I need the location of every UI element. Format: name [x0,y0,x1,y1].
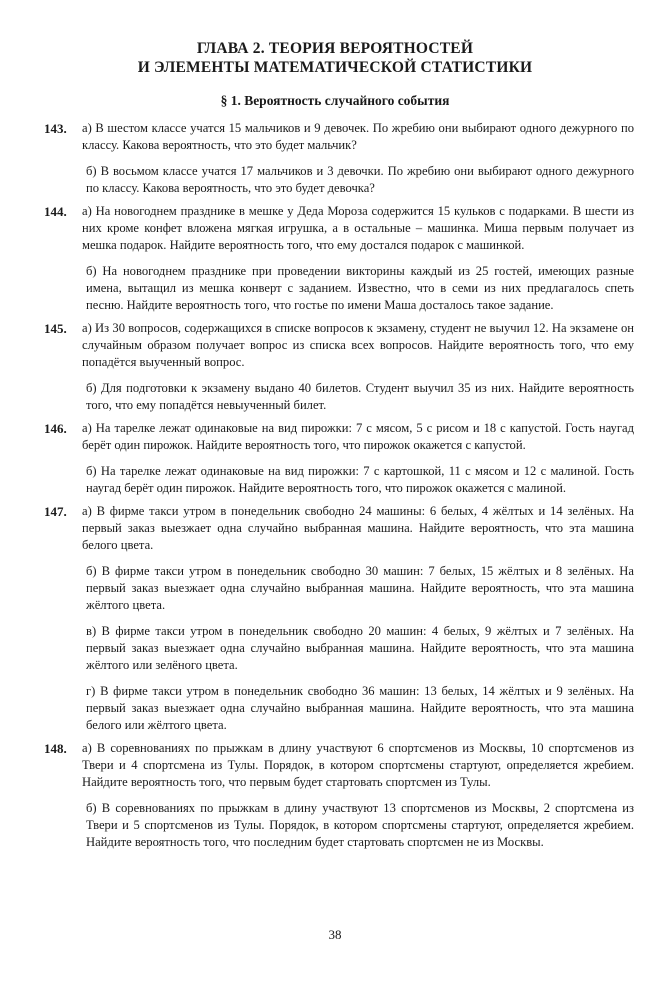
problem-part-b: б) Для подготовки к экзамену выдано 40 билетов. Студент выучил 35 из них. Найдите вероятность того, что ему попадётся невыученный билет. [86,381,634,412]
problem-part-b: б) В фирме такси утром в понедельник свободно 30 машин: 7 белых, 15 жёлтых и 8 зелёных. На первый заказ выезжает одна случайно выбранная машина. Найдите вероятность, что эта машина жёлтого цвета. [86,564,634,612]
problem-number: 143. [44,121,67,136]
problem-part-a: а) В соревнованиях по прыжкам в длину участвуют 6 спортсменов из Москвы, 10 спортсменов из Твери и 4 спортсмена из Тулы. Порядок, в котором спортсмены стартуют, определяется жребием. Найдите вероятность того, что первым будет стартовать спортсмен из Тулы. [82,741,634,789]
problem-part-a: а) В шестом классе учатся 15 мальчиков и 9 девочек. По жребию они выбирают одного дежурного по классу. Какова вероятность, что это будет мальчик? [82,121,634,152]
problem-part-c: в) В фирме такси утром в понедельник свободно 20 машин: 4 белых, 9 жёлтых и 7 зелёных. На первый заказ выезжает одна случайно выбранная машина. Найдите вероятность, что эта машина жёлтого или зелёного цвета. [86,624,634,672]
problem-number: 145. [44,321,67,336]
problem-146 [44,420,634,497]
chapter-title-line-2: И ЭЛЕМЕНТЫ МАТЕМАТИЧЕСКОЙ СТАТИСТИКИ [137,59,533,76]
problem-part-a: а) На тарелке лежат одинаковые на вид пирожки: 7 с мясом, 5 с рисом и 18 с капустой. Гость наугад берёт один пирожок. Найдите вероятность того, что пирожок окажется с капустой. [82,421,634,452]
problem-number: 147. [44,504,67,519]
problem-part-a: а) На новогоднем празднике в мешке у Деда Мороза содержится 15 кульков с подарками. В шести из них кроме конфет вложена мягкая игрушка, а в остальные – машинка. Миша первым получает из мешка подарок. Найдите вероятность того, что ему достался подарок с машинкой. [82,204,634,252]
problem-part-b: б) В соревнованиях по прыжкам в длину участвуют 13 спортсменов из Москвы, 2 спортсмена из Твери и 5 спортсменов из Тулы. Порядок, в котором спортсмены стартуют, определяется жребием. Найдите вероятность того, что последним будет стартовать спортсмен не из Москвы. [86,801,634,849]
problem-147 [44,503,634,734]
page-number: 38 [328,927,342,942]
problem-part-d: г) В фирме такси утром в понедельник свободно 36 машин: 13 белых, 14 жёлтых и 9 зелёных. На первый заказ выезжает одна случайно выбранная машина. Найдите вероятность, что эта машина белого или жёлтого цвета. [86,684,634,732]
problem-143 [44,120,634,197]
problem-part-a: а) Из 30 вопросов, содержащихся в списке вопросов к экзамену, студент не выучил 12. На экзамене он случайным образом получает вопрос из списка всех вопросов. Найдите вероятность того, что ему попадётся выученный вопрос. [82,321,634,369]
problem-number: 148. [44,741,67,756]
problem-number: 146. [44,421,67,436]
problem-number: 144. [44,204,67,219]
problem-part-b: б) В восьмом классе учатся 17 мальчиков и 3 девочки. По жребию они выбирают одного дежурного по классу. Какова вероятность, что это будет девочка? [86,164,634,195]
problem-148 [44,740,634,851]
problem-part-b: б) На тарелке лежат одинаковые на вид пирожки: 7 с картошкой, 11 с мясом и 12 с малиной. Гость наугад берёт один пирожок. Найдите вероятность того, что пирожок окажется с малиной. [86,464,634,495]
section-title: § 1. Вероятность случайного события [220,93,450,108]
problem-144 [44,203,634,314]
problems-list [44,120,634,857]
problem-part-a: а) В фирме такси утром в понедельник свободно 24 машины: 6 белых, 4 жёлтых и 14 зелёных. На первый заказ выезжает одна случайно выбранная машина. Найдите вероятность, что эта машина белого цвета. [82,504,634,552]
problem-part-b: б) На новогоднем празднике при проведении викторины каждый из 25 гостей, имеющих разные имена, вытащил из мешка конверт с заданием. Известно, что в семи из них предлагалось спеть песню. Найдите вероятность того, что гостье по имени Маша досталось такое задание. [86,264,634,312]
chapter-title-line-1: ГЛАВА 2. ТЕОРИЯ ВЕРОЯТНОСТЕЙ [196,40,474,57]
problem-145 [44,320,634,414]
